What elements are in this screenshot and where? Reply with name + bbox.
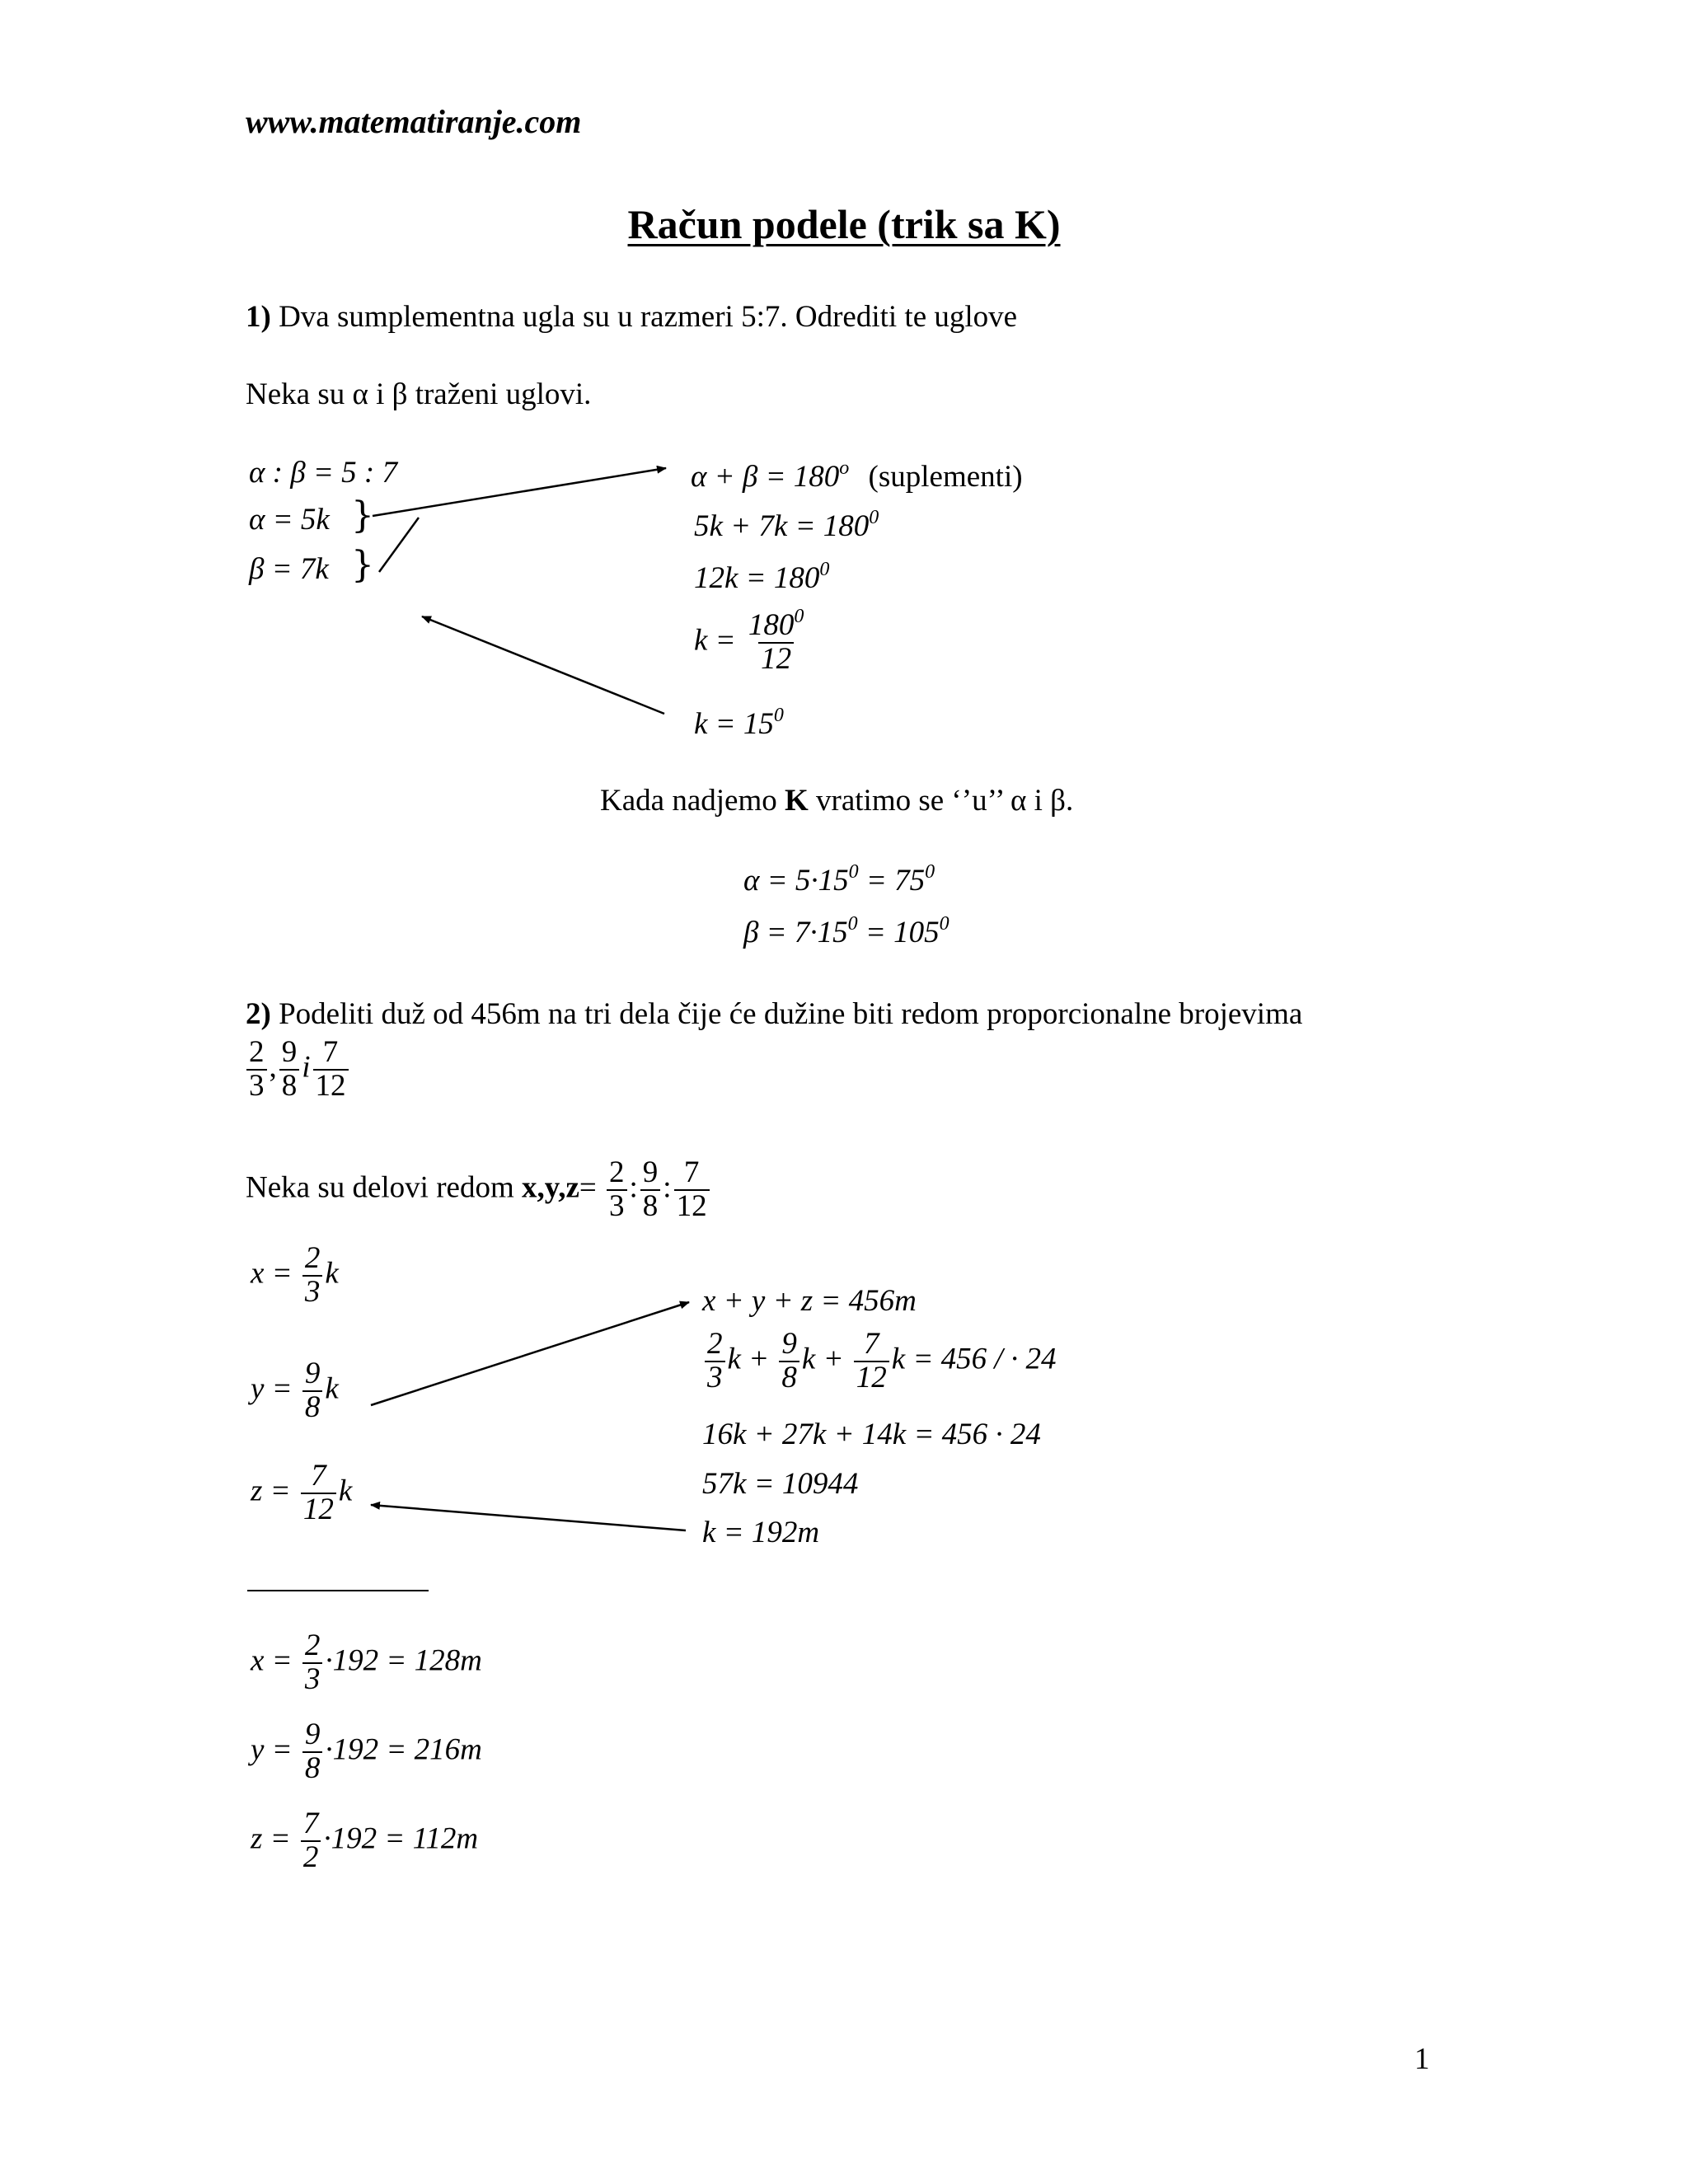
equation-k-192: k = 192m — [702, 1516, 820, 1549]
beta-brace: } — [351, 544, 374, 586]
problem-2-text: Podeliti duž od 456m na tri dela čije će dužine biti redom proporcionalne brojevima — [279, 997, 1303, 1031]
alpha-result: $\alpha = 5\cdot 15^0 = 75^0$ — [743, 861, 935, 898]
problem-1-intro: Neka su α i β traženi uglovi. — [246, 377, 592, 411]
equation-k-fraction: k = $\frac{180^0}{12}$ — [694, 610, 809, 676]
proportion-numbers: $\frac{2}{3}$ , $\frac{9}{8}$ i $\frac{7}{12}$ — [244, 1037, 351, 1103]
arrow-k-to-sum — [373, 468, 666, 516]
problem-1-text: Dva sumplementna ugla su u razmeri 5:7. Odrediti te uglove — [279, 300, 1018, 334]
z-definition: z = $\frac{7}{12}$ k — [251, 1459, 353, 1526]
problem-2-number: 2) — [246, 997, 271, 1031]
equation-5k-7k: $5k + 7k = 180^0$ — [694, 507, 879, 543]
z-result: z = $\frac{7}{2}$ ·192 = 112m — [251, 1807, 479, 1874]
problem-2-intro: Neka su delovi redom x,y,z= $\frac{2}{3}$ : $\frac{9}{8}$ : $\frac{7}{12}$ — [246, 1157, 712, 1223]
page-number: 1 — [1414, 2042, 1430, 2076]
equation-12k: $12k = 180^0$ — [694, 559, 830, 595]
sum-equation: $\alpha + \beta = 180^o$ (suplementi) — [691, 457, 1023, 494]
fraction-k-equation: $\frac{2}{3}$ k + $\frac{9}{8}$ k + $\frac{7}{12}$ k = 456 / · 24 — [702, 1329, 1056, 1394]
beta-definition: β = 7k — [249, 552, 329, 586]
website-header: www.matematiranje.com — [246, 103, 582, 140]
arrow-y-to-sum — [371, 1302, 689, 1405]
x-result: x = $\frac{2}{3}$ ·192 = 128m — [251, 1629, 482, 1696]
sum-xyz-equation: x + y + z = 456m — [702, 1284, 917, 1318]
alpha-brace: } — [351, 494, 374, 537]
y-definition: y = $\frac{9}{8}$ k — [251, 1357, 339, 1424]
page-title: Račun podele (trik sa K) — [627, 201, 1061, 247]
fraction-180-over-12: $\frac{180^0}{12}$ — [748, 606, 804, 676]
equation-k-result: $k = 15^0$ — [694, 705, 784, 741]
beta-result: $\beta = 7\cdot 15^0 = 105^0$ — [743, 913, 950, 949]
equation-57k: 57k = 10944 — [702, 1467, 859, 1501]
ratio-equation: α : β = 5 : 7 — [249, 456, 397, 490]
x-definition: x = $\frac{2}{3}$ k — [251, 1241, 339, 1309]
arrow-k-192-back — [371, 1505, 686, 1530]
alpha-definition: α = 5k — [249, 503, 330, 537]
arrow-k-result-back — [422, 616, 664, 714]
back-substitution-note: Kada nadjemo K vratimo se ‘’u’’ α i β. — [600, 784, 1074, 818]
y-result: y = $\frac{9}{8}$ ·192 = 216m — [251, 1718, 482, 1785]
connector-brace-line — [379, 518, 419, 572]
problem-1-number: 1) — [246, 300, 271, 334]
combined-k-equation: 16k + 27k + 14k = 456 · 24 — [702, 1418, 1041, 1451]
